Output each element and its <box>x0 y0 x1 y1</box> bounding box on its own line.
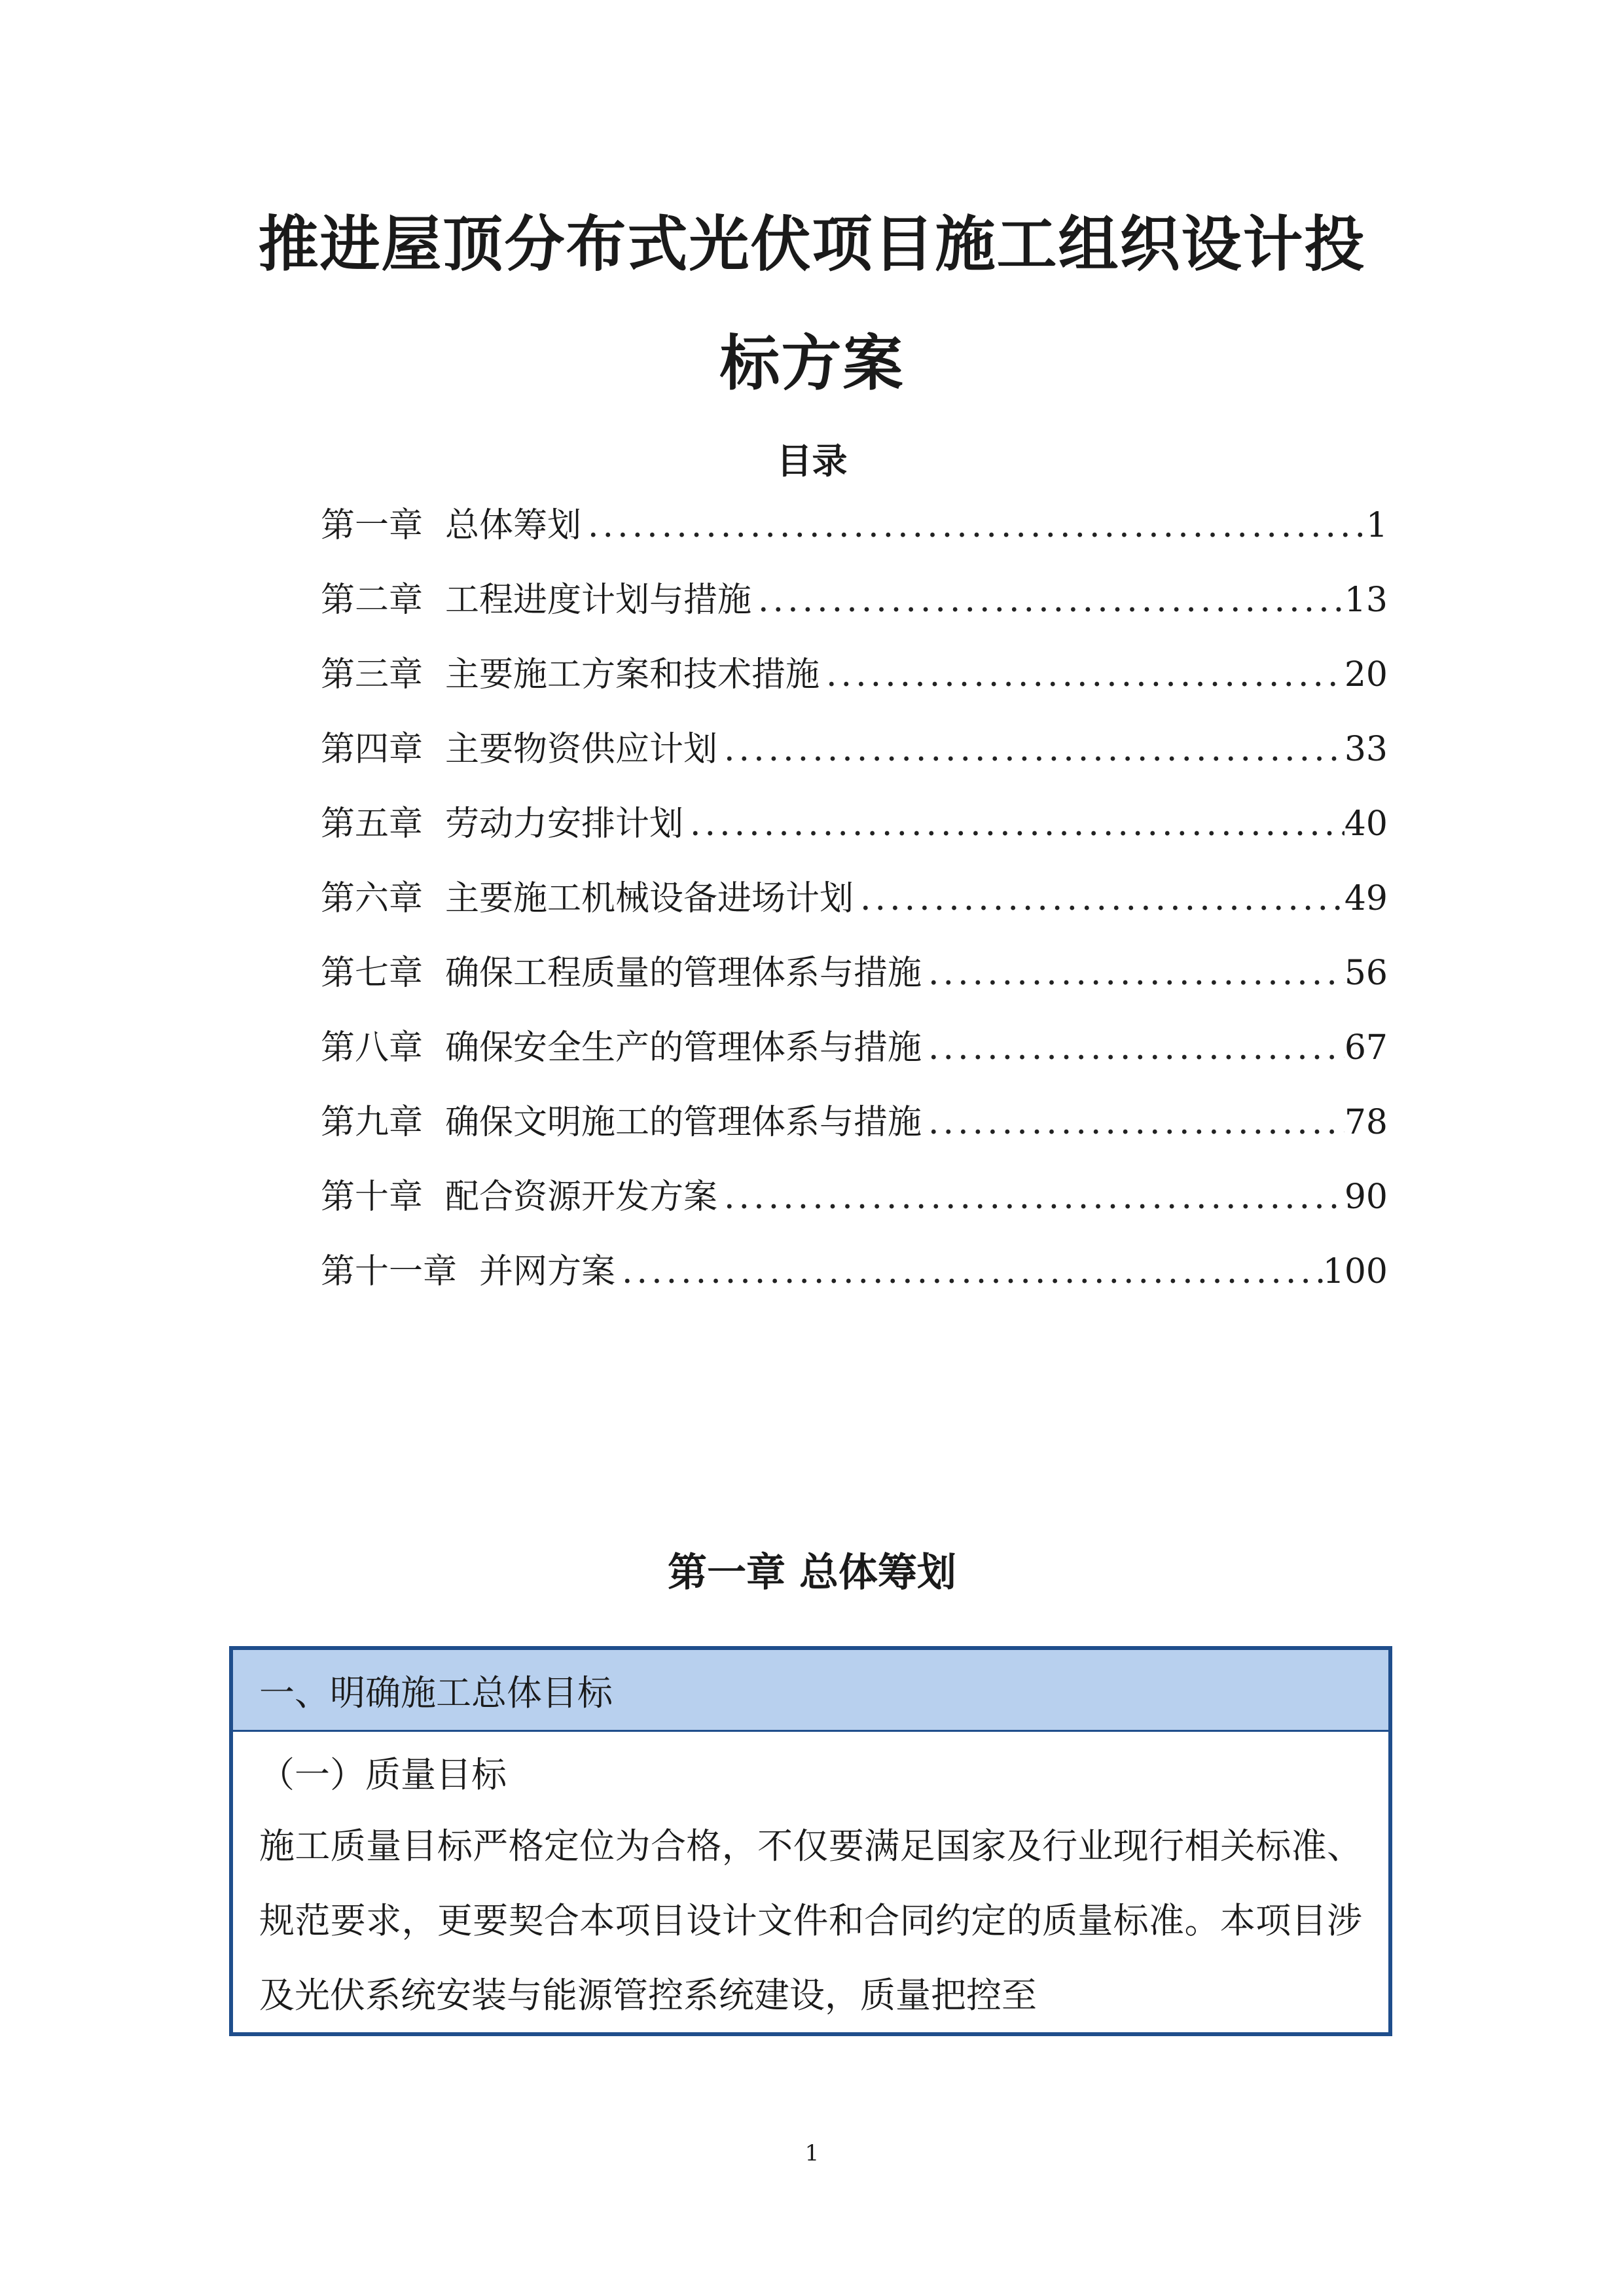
toc-dot-leader <box>854 879 1344 918</box>
toc-entry-page: 78 <box>1344 1103 1388 1142</box>
toc-entry-title: 主要施工机械设备进场计划 <box>445 879 854 918</box>
toc-entry-title: 确保工程质量的管理体系与措施 <box>445 954 922 993</box>
toc-entry-chapter: 第三章 <box>321 655 424 694</box>
toc-entry-title: 工程进度计划与措施 <box>445 581 752 620</box>
document-title-line-1: 推进屋顶分布式光伏项目施工组织设计投 <box>258 209 1366 279</box>
toc-dot-leader <box>717 730 1344 769</box>
toc-entry-chapter: 第四章 <box>321 730 424 769</box>
toc-entry[interactable] <box>321 796 1388 870</box>
toc-entry[interactable] <box>321 572 1388 647</box>
table-of-contents <box>321 497 1388 1318</box>
toc-entry-chapter: 第十一章 <box>321 1252 458 1291</box>
toc-dot-leader <box>717 1177 1344 1217</box>
toc-entry-chapter: 第二章 <box>321 581 424 620</box>
toc-entry[interactable] <box>321 1244 1388 1318</box>
toc-entry-title: 总体筹划 <box>445 506 582 545</box>
toc-entry[interactable] <box>321 945 1388 1020</box>
toc-entry[interactable] <box>321 870 1388 945</box>
toc-dot-leader <box>922 1103 1344 1142</box>
toc-entry[interactable] <box>321 1094 1388 1169</box>
section-header: 一、明确施工总体目标 <box>233 1650 1388 1732</box>
toc-entry[interactable] <box>321 1169 1388 1244</box>
toc-entry-page: 90 <box>1344 1177 1388 1217</box>
toc-entry-title: 劳动力安排计划 <box>445 804 684 844</box>
toc-entry-page: 1 <box>1365 506 1388 545</box>
toc-entry-title: 确保安全生产的管理体系与措施 <box>445 1028 922 1067</box>
toc-entry-chapter: 第十章 <box>321 1177 424 1217</box>
chapter-heading: 第一章 总体筹划 <box>668 1550 956 1596</box>
toc-entry-title: 主要施工方案和技术措施 <box>445 655 820 694</box>
toc-entry-page: 100 <box>1322 1252 1388 1291</box>
toc-dot-leader <box>922 1028 1344 1067</box>
toc-entry-title: 配合资源开发方案 <box>445 1177 718 1217</box>
toc-entry-page: 20 <box>1344 655 1388 694</box>
toc-entry[interactable] <box>321 721 1388 796</box>
toc-entry-chapter: 第六章 <box>321 879 424 918</box>
toc-dot-leader <box>751 581 1344 620</box>
subsection-heading: （一）质量目标 <box>259 1754 507 1795</box>
toc-entry[interactable] <box>321 1020 1388 1094</box>
toc-entry-title: 确保文明施工的管理体系与措施 <box>445 1103 922 1142</box>
toc-entry-chapter: 第一章 <box>321 506 424 545</box>
section-paragraph: 施工质量目标严格定位为合格，不仅要满足国家及行业现行相关标准、规范要求，更要契合本项目设计文件和合同约定的质量标准。本项目涉及光伏系统安装与能源管控系统建设，质量把控至 <box>259 1825 1362 2016</box>
section-box <box>229 1646 1392 2036</box>
toc-dot-leader <box>581 506 1366 545</box>
section-body <box>233 1732 1388 2033</box>
toc-entry[interactable] <box>321 647 1388 721</box>
toc-entry-chapter: 第五章 <box>321 804 424 844</box>
toc-entry-page: 33 <box>1344 730 1388 769</box>
toc-entry-chapter: 第八章 <box>321 1028 424 1067</box>
toc-entry-page: 56 <box>1344 954 1388 993</box>
toc-dot-leader <box>922 954 1344 993</box>
toc-entry-page: 40 <box>1344 804 1388 844</box>
toc-entry-title: 并网方案 <box>479 1252 616 1291</box>
toc-entry[interactable] <box>321 497 1388 572</box>
toc-dot-leader <box>820 655 1344 694</box>
document-title-line-2: 标方案 <box>719 329 905 399</box>
toc-heading: 目录 <box>776 440 848 482</box>
toc-dot-leader <box>615 1252 1323 1291</box>
toc-entry-chapter: 第七章 <box>321 954 424 993</box>
toc-entry-page: 67 <box>1344 1028 1388 1067</box>
toc-entry-page: 49 <box>1344 879 1388 918</box>
page-number: 1 <box>804 2140 820 2166</box>
toc-entry-page: 13 <box>1344 581 1388 620</box>
toc-entry-chapter: 第九章 <box>321 1103 424 1142</box>
toc-dot-leader <box>683 804 1344 844</box>
toc-entry-title: 主要物资供应计划 <box>445 730 718 769</box>
